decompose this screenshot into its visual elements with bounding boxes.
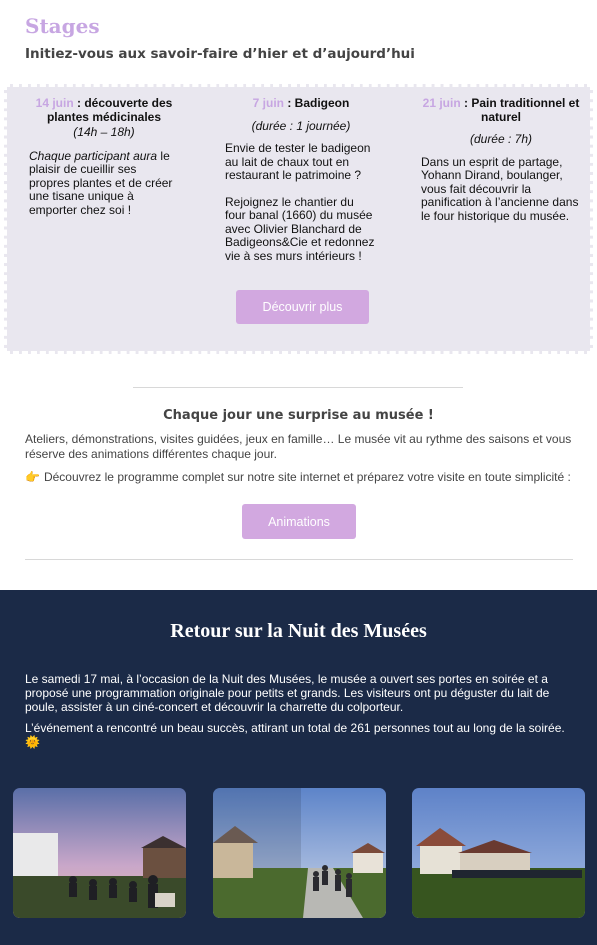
- stage-card-badigeon: [225, 97, 377, 263]
- event-photo-farm[interactable]: [412, 788, 585, 918]
- stage-heading: [421, 97, 581, 124]
- event-photo-cinema[interactable]: [13, 788, 186, 918]
- stages-subtitle: Initiez-vous aux savoir-faire d’hier et d’aujourd’hui: [25, 46, 415, 62]
- discover-more-button[interactable]: Découvrir plus: [236, 290, 369, 324]
- program-cta-text: Découvrez le programme complet sur notre site internet et préparez votre visite en toute simplicité :: [43, 470, 571, 484]
- stage-description: [421, 156, 581, 224]
- sun-icon: 🌞: [25, 735, 40, 749]
- divider: [25, 559, 573, 560]
- event-photo-path[interactable]: [213, 788, 386, 918]
- stage-duration: (14h – 18h): [73, 125, 135, 139]
- stage-duration: (durée : 7h): [469, 132, 533, 146]
- stage-heading: [29, 97, 179, 124]
- stage-text: Chaque participant aura le plaisir de cueillir ses propres plantes et de créer une tisane unique à emporter chez soi !: [29, 148, 173, 217]
- stage-description: [225, 142, 377, 263]
- stage-description: [29, 150, 179, 218]
- stage-title: : découverte des plantes médicinales: [46, 96, 173, 124]
- nuit-paragraph: Le samedi 17 mai, à l’occasion de la Nuit des Musées, le musée a ouvert ses portes en soirée et a proposé une programmation originale pour petits et grands. Les visiteurs ont pu déguster du lait de poule, assister à un ciné-concert et découvrir la charrette du colporteur.: [25, 672, 550, 714]
- stage-card-plantes: [29, 97, 179, 217]
- stage-date: 7 juin: [252, 96, 284, 110]
- divider: [133, 387, 463, 388]
- nuit-paragraph-text: L’événement a rencontré un beau succès, attirant un total de 261 personnes tout au long de la soirée.: [25, 721, 565, 735]
- stage-date: 14 juin: [35, 96, 74, 110]
- nuit-title: Retour sur la Nuit des Musées: [170, 620, 427, 642]
- stage-date: 21 juin: [422, 96, 461, 110]
- pointing-hand-icon: 👉: [25, 470, 40, 484]
- stage-heading: [225, 97, 377, 111]
- nuit-section: [0, 590, 597, 945]
- stage-duration: (durée : 1 journée): [251, 118, 351, 133]
- stage-text: Envie de tester le badigeon au lait de chaux tout en restaurant le patrimoine ?: [225, 141, 371, 182]
- stage-text: Rejoignez le chantier du four banal (1660) du musée avec Olivier Blanchard de Badigeons&Cie et redonnez vie à ses murs intérieurs !: [225, 194, 375, 263]
- stage-card-pain: [421, 97, 581, 223]
- stages-title: Stages: [25, 14, 100, 38]
- stage-text: Dans un esprit de partage, Yohann Dirand, boulanger, vous fait découvrir la panification à l’ancienne dans le four historique du musée.: [421, 154, 579, 223]
- stages-box: [4, 84, 593, 354]
- stage-title: : Pain traditionnel et naturel: [460, 96, 580, 124]
- stage-title: : Badigeon: [284, 96, 350, 110]
- nuit-paragraph: [25, 721, 580, 749]
- program-cta: [25, 470, 585, 485]
- animations-button[interactable]: Animations: [242, 504, 356, 539]
- surprise-title: Chaque jour une surprise au musée !: [163, 408, 434, 423]
- stage-text-italic: Chaque participant aura: [29, 148, 158, 163]
- surprise-text: Ateliers, démonstrations, visites guidées, jeux en famille… Le musée vit au rythme des saisons et vous réserve des animations différentes chaque jour.: [25, 432, 572, 461]
